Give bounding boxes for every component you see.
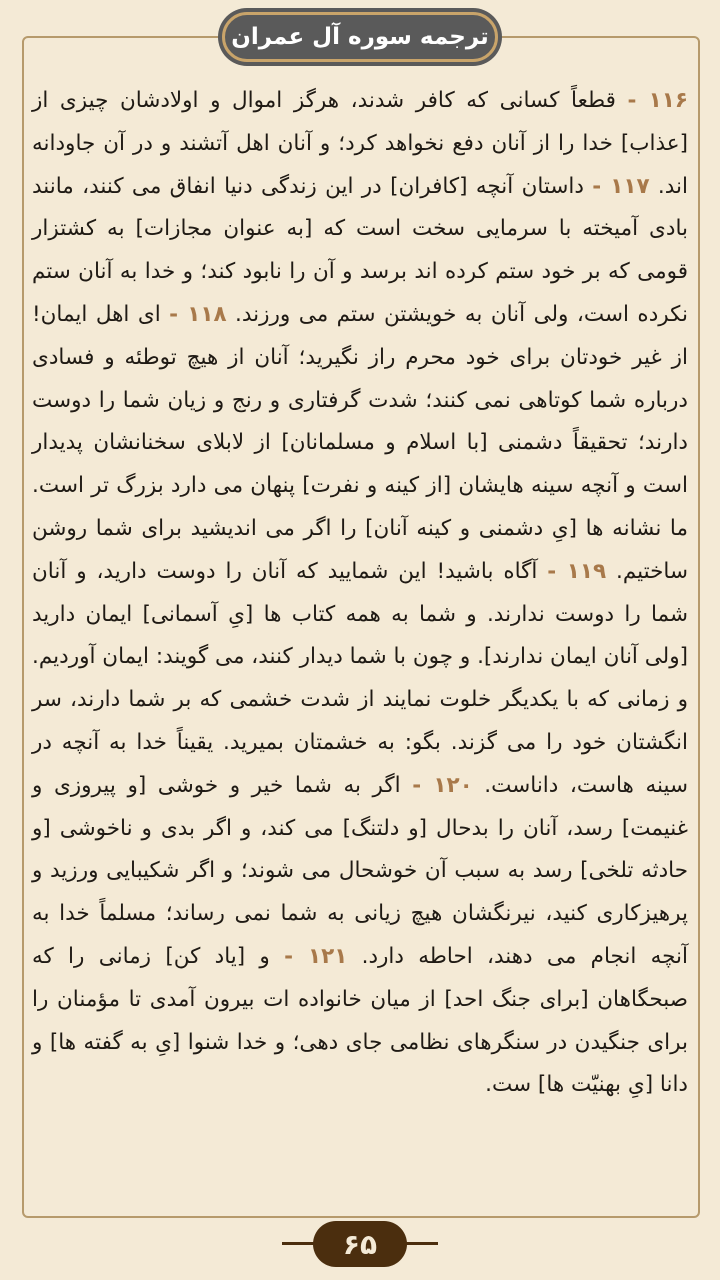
verse-number: ۱۲۱ - — [284, 943, 348, 969]
verse-text: اگر به شما خير و خوشى [و پيروزى و غنيمت] رسد، آنان را بدحال [و دلتنگ] مى كند، و اگر بدى و ناخوشى [و حادثه تلخى] رسد به سبب آن خوشحال مى شوند؛ و اگر شكيبايى ورزيد و پرهيزكارى كنيد، نيرنگشان هيچ زيانى به شما نمى رساند؛ مسلماً خدا به آنچه انجام مى دهند، احاطه دارد. — [32, 772, 688, 969]
page-number-line-right — [404, 1242, 438, 1245]
title-badge — [222, 12, 498, 62]
verse-number: ۱۱۷ - — [592, 173, 650, 199]
page-number: ۶۵ — [313, 1221, 407, 1267]
verse-text: آگاه باشيد! اين شماييد كه آنان را دوست داريد، و آنان شما را دوست ندارند. و شما به همه كتاب ها [ىِ آسمانى] ايمان داريد [ولى آنان ايمان ندارند]. و چون با شما ديدار كنند، مى گويند: ايمان آورديم. و زمانى كه با يكديگر خلوت نمايند از شدت خشمى كه بر شما دارند، سر انگشتان خود را مى گزند. بگو: به خشمتان بميريد. يقيناً خدا به آنچه در سينه هاست، داناست. — [32, 558, 688, 798]
page-title: ترجمه سوره آل عمران — [231, 24, 489, 50]
translation-text — [32, 80, 688, 1107]
verse-text: و [ياد كن] زمانى را كه صبحگاهان [براى جنگ احد] از ميان خانواده ات بيرون آمدى تا مؤمنان را براى جنگيدن در سنگرهاى نظامى جاى دهى؛ و خدا شنوا [ىِ به گفته ها] و دانا [ىِ بهنيّت ها] ست. — [32, 943, 688, 1098]
page-number-line-left — [282, 1242, 316, 1245]
verse-number: ۱۱۹ - — [547, 558, 607, 584]
verse-number: ۱۲۰ - — [412, 772, 473, 798]
verse-text: اى اهل ايمان! از غير خودتان براى خود محرم راز نگيريد؛ آنان از هيچ توطئه و فسادى درباره شما كوتاهى نمى كنند؛ شدت گرفتارى و رنج و زيان شما را دوست دارند؛ تحقيقاً دشمنى [با اسلام و مسلمانان] از لابلاى سخنانشان پديدار است و آنچه سينه هايشان [از كينه و نفرت] پنهان مى دارد بزرگ تر است. ما نشانه ها [ىِ دشمنى و كينه آنان] را اگر مى انديشيد براى شما روشن ساختيم. — [32, 301, 688, 584]
verse-text: قطعاً كسانى كه كافر شدند، هرگز اموال و اولادشان چيزى از [عذاب] خدا را از آنان دفع نخواهد كرد؛ و آنان اهل آتشند و در آن جاودانه اند. — [32, 88, 688, 199]
verse-text: داستان آنچه [كافران] در اين زندگى دنيا انفاق مى كنند، مانند بادى آميخته با سرمايى سخت است كه [به عنوان مجازات] به كشتزار قومى كه بر خود ستم كرده اند برسد و آن را نابود كند؛ و خدا به آنان ستم نكرده است، ولى آنان به خويشتن ستم مى ورزند. — [32, 173, 688, 327]
verse-number: ۱۱۸ - — [169, 301, 227, 327]
verse-number: ۱۱۶ - — [627, 88, 688, 113]
